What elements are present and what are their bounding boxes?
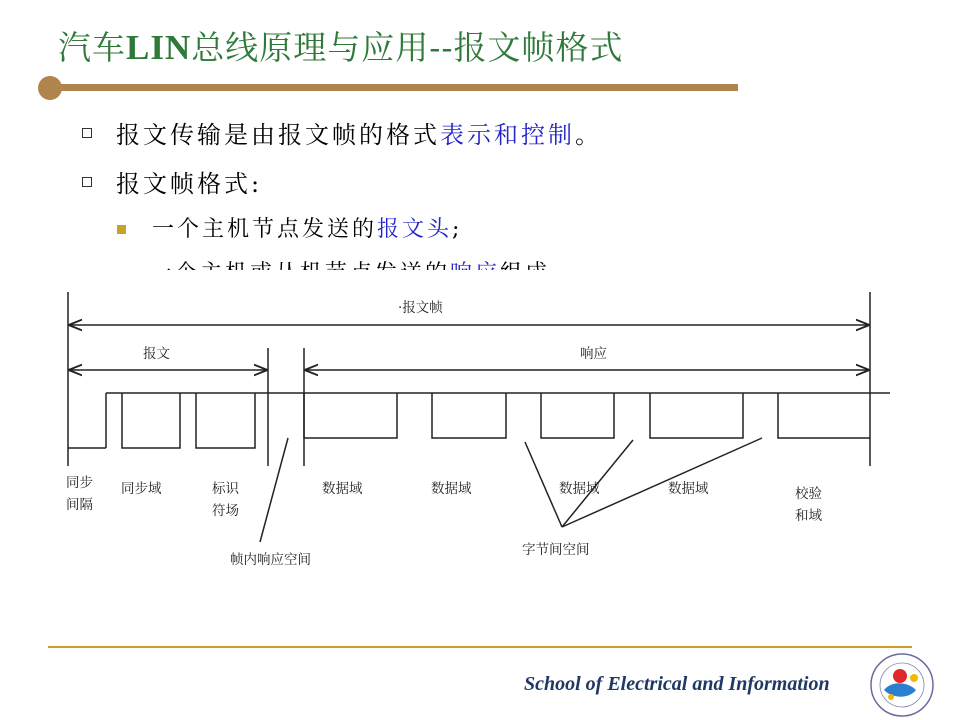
bullet-1-text: 报文传输是由报文帧的格式 bbox=[116, 121, 440, 149]
data-field-2-label: 数据域 bbox=[431, 481, 472, 497]
sync-field-box bbox=[122, 393, 180, 448]
frame-label: ·报文帧 bbox=[398, 300, 443, 316]
title-lin: LIN bbox=[126, 28, 192, 67]
sub-bullet-1-end: ; bbox=[452, 217, 463, 242]
sync-break-label-2: 间隔 bbox=[66, 497, 93, 513]
inframe-space-pointer bbox=[260, 438, 288, 542]
data-field-4-box bbox=[650, 393, 743, 438]
data-field-1-label: 数据域 bbox=[322, 481, 363, 497]
checksum-label-2: 和域 bbox=[795, 508, 822, 524]
school-logo-icon bbox=[864, 652, 940, 718]
data-field-3-box bbox=[541, 393, 614, 438]
interbyte-space-label: 字节间空间 bbox=[522, 542, 590, 558]
title-prefix: 汽车 bbox=[58, 28, 126, 67]
checksum-box bbox=[778, 393, 870, 438]
sync-break-label-1: 同步 bbox=[66, 475, 93, 491]
interbyte-pointer-1 bbox=[525, 442, 562, 527]
response-label: 响应 bbox=[580, 346, 607, 362]
bullet-2-text: 报文帧格式: bbox=[116, 170, 263, 198]
footer-rule bbox=[48, 646, 912, 648]
data-field-3-label: 数据域 bbox=[559, 481, 600, 497]
sub-bullet-1-highlight: 报文头 bbox=[377, 217, 453, 242]
diagram-mask bbox=[56, 270, 916, 290]
inframe-space-label: 帧内响应空间 bbox=[230, 552, 311, 568]
checksum-label-1: 校验 bbox=[795, 486, 822, 502]
school-name: School of Electrical and Information bbox=[524, 673, 830, 695]
sync-field-label: 同步域 bbox=[121, 481, 162, 497]
sub-bullet-1-text: 一个主机节点发送的 bbox=[152, 217, 378, 242]
title-suffix: 总线原理与应用--报文帧格式 bbox=[191, 28, 624, 67]
bullet-1-highlight: 表示和控制 bbox=[440, 121, 575, 149]
data-field-2-box bbox=[432, 393, 506, 438]
data-field-1-box bbox=[304, 393, 397, 438]
identifier-label-2: 符场 bbox=[212, 503, 239, 519]
bullet-1-end: 。 bbox=[575, 121, 602, 149]
identifier-label-1: 标识 bbox=[212, 481, 239, 497]
identifier-box bbox=[196, 393, 255, 448]
header-label: 报文 bbox=[143, 346, 170, 362]
data-field-4-label: 数据域 bbox=[668, 481, 709, 497]
